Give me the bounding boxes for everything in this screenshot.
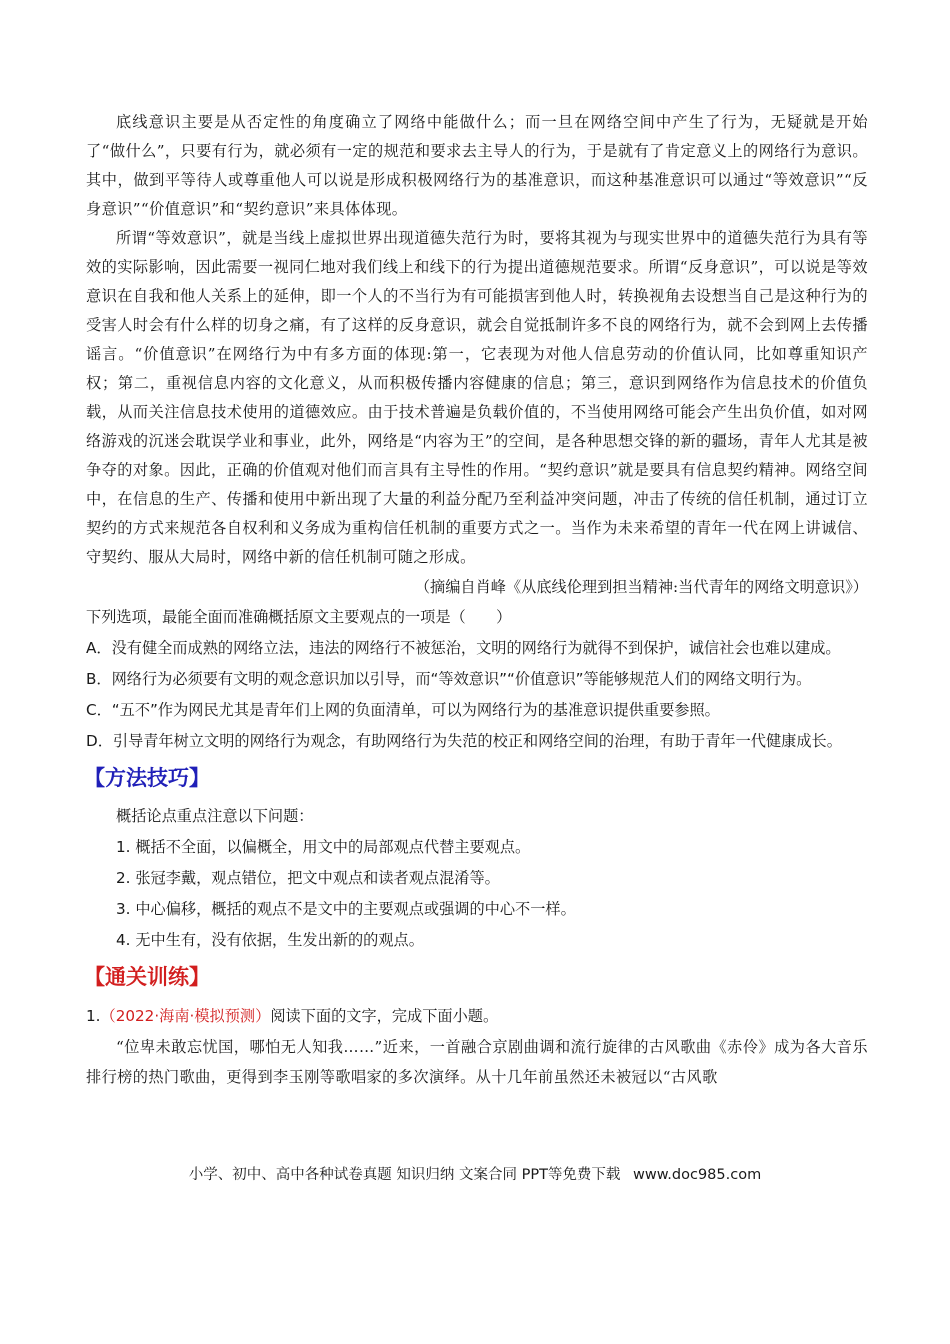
question-prompt: 阅读下面的文字，完成下面小题。 [270,1007,499,1025]
page-content [86,108,868,1092]
option-a: A．没有健全而成熟的网络立法，违法的网络行不被惩治，文明的网络行为就得不到保护，诚信社会也难以建成。 [86,639,841,657]
passage-paragraph-1: 底线意识主要是从否定性的角度确立了网络中能做什么；而一旦在网络空间中产生了行为，无疑就是开始了“做什么”，只要有行为，就必须有一定的规范和要求去主导人的行为，于是就有了肯定意义上的网络行为意识。其中，做到平等待人或尊重他人可以说是形成积极网络行为的基准意识，而这种基准意识可以通过“等效意识”“反身意识”“价值意识”和“契约意识”来具体体现。 [86,113,868,218]
method-intro: 概括论点重点注意以下问题： [116,807,314,825]
page-footer [0,1163,950,1184]
method-tips [86,801,868,956]
training-question-1 [86,1000,868,1032]
method-item-4: 4. 无中生有，没有依据，生发出新的的观点。 [116,931,424,949]
training-section-title: 【通关训练】 [84,965,210,989]
option-b: B．网络行为必须要有文明的观念意识加以引导，而“等效意识”“价值意识”等能够规范人们的网络文明行为。 [86,670,812,688]
method-section-title: 【方法技巧】 [84,766,210,790]
training-passage [86,1032,868,1092]
passage-source: （摘编自肖峰《从底线伦理到担当精神:当代青年的网络文明意识》） [414,578,868,596]
passage-paragraph-2: 所谓“等效意识”，就是当线上虚拟世界出现道德失范行为时，要将其视为与现实世界中的道德失范行为具有等效的实际影响，因此需要一视同仁地对我们线上和线下的行为提出道德规范要求。所谓“反身意识”，可以说是等效意识在自我和他人关系上的延伸，即一个人的不当行为有可能损害到他人时，转换视角去设想当自己是这种行为的受害人时会有什么样的切身之痛，有了这样的反身意识，就会自觉抵制许多不良的网络行为，就不会到网上去传播谣言。“价值意识”在网络行为中有多方面的体现:第一，它表现为对他人信息劳动的价值认同，比如尊重知识产权；第二，重视信息内容的文化意义，从而积极传播内容健康的信息；第三，意识到网络作为信息技术的价值负载，从而关注信息技术使用的道德效应。由于技术普遍是负载价值的，不当使用网络可能会产生出负价值，如对网络游戏的沉迷会耽误学业和事业，此外，网络是“内容为王”的空间，是各种思想交锋的新的疆场，青年人尤其是被争夺的对象。因此，正确的价值观对他们而言具有主导性的作用。“契约意识”就是要具有信息契约精神。网络空间中，在信息的生产、传播和使用中新出现了大量的利益分配乃至利益冲突问题，冲击了传统的信任机制，通过订立契约的方式来规范各自权利和义务成为重构信任机制的重要方式之一。当作为未来希望的青年一代在网上讲诚信、守契约、服从大局时，网络中新的信任机制可随之形成。 [86,229,868,566]
method-item-2: 2. 张冠李戴，观点错位，把文中观点和读者观点混淆等。 [116,869,500,887]
question-number: 1. [86,1007,101,1025]
footer-url[interactable]: www.doc985.com [633,1167,762,1183]
footer-text: 小学、初中、高中各种试卷真题 知识归纳 文案合同 PPT等免费下载 [188,1167,621,1183]
option-c: C．“五不”作为网民尤其是青年们上网的负面清单，可以为网络行为的基准意识提供重要参照。 [86,701,720,719]
method-item-1: 1. 概括不全面，以偏概全，用文中的局部观点代替主要观点。 [116,838,531,856]
training-passage-paragraph: “位卑未敢忘忧国，哪怕无人知我……”近来，一首融合京剧曲调和流行旋律的古风歌曲《赤伶》成为各大音乐排行榜的热门歌曲，更得到李玉刚等歌唱家的多次演绎。从十几年前虽然还未被冠以“古风歌 [86,1038,868,1086]
method-item-3: 3. 中心偏移，概括的观点不是文中的主要观点或强调的中心不一样。 [116,900,576,918]
option-d: D．引导青年树立文明的网络行为观念，有助网络行为失范的校正和网络空间的治理，有助于青年一代健康成长。 [86,732,842,750]
reading-passage [86,108,868,572]
question-stem: 下列选项，最能全面而准确概括原文主要观点的一项是（ ） [86,608,512,626]
question-source-tag: （2022·海南·模拟预测） [100,1007,271,1025]
